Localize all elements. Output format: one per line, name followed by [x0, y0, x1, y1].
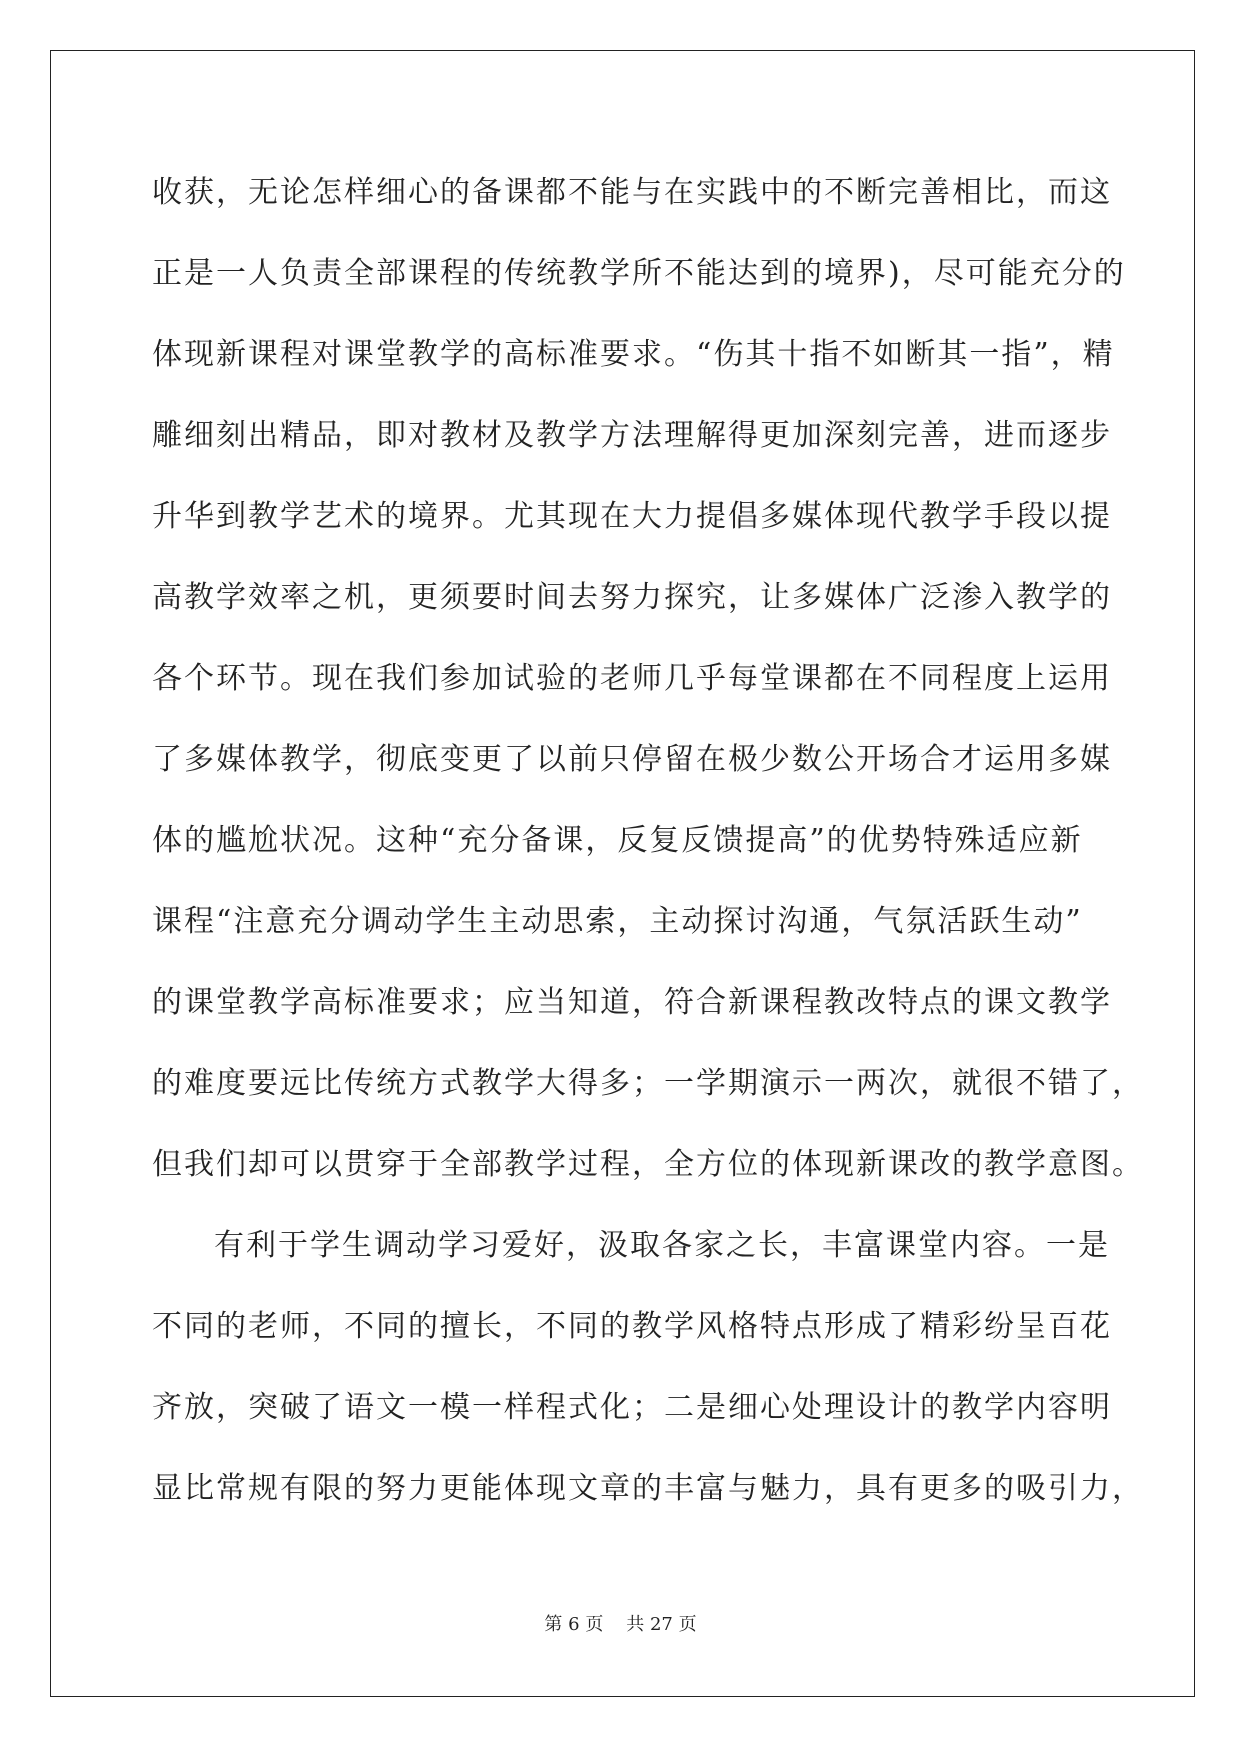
text-line: 显比常规有限的努力更能体现文章的丰富与魅力，具有更多的吸引力，: [152, 1471, 1144, 1506]
paragraph-first-line: 有利于学生调动学习爱好，汲取各家之长，丰富课堂内容。一是: [214, 1228, 1110, 1263]
page-total: 共 27 页: [626, 1614, 697, 1635]
text-line: 不同的老师，不同的擅长，不同的教学风格特点形成了精彩纷呈百花: [152, 1309, 1112, 1344]
text-line: 的难度要远比传统方式教学大得多；一学期演示一两次，就很不错了，: [152, 1066, 1144, 1101]
page-number: 第 6 页: [544, 1614, 604, 1635]
text-line: 各个环节。现在我们参加试验的老师几乎每堂课都在不同程度上运用: [152, 661, 1112, 696]
text-line: 课程“注意充分调动学生主动思索，主动探讨沟通，气氛活跃生动”: [152, 904, 1083, 939]
text-line: 的课堂教学高标准要求；应当知道，符合新课程教改特点的课文教学: [152, 985, 1112, 1020]
page-footer: [0, 1610, 1241, 1636]
text-line: 雕细刻出精品，即对教材及教学方法理解得更加深刻完善，进而逐步: [152, 418, 1112, 453]
text-line: 收获，无论怎样细心的备课都不能与在实践中的不断完善相比，而这: [152, 175, 1112, 210]
text-line: 体现新课程对课堂教学的高标准要求。“伤其十指不如断其一指”，精: [152, 337, 1115, 372]
text-line: 但我们却可以贯穿于全部教学过程，全方位的体现新课改的教学意图。: [152, 1147, 1144, 1182]
text-line: 体的尴尬状况。这种“充分备课，反复反馈提高”的优势特殊适应新: [152, 823, 1083, 858]
text-line: 升华到教学艺术的境界。尤其现在大力提倡多媒体现代教学手段以提: [152, 499, 1112, 534]
document-body: [152, 166, 1144, 1543]
text-line: 齐放，突破了语文一模一样程式化；二是细心处理设计的教学内容明: [152, 1390, 1112, 1425]
text-line: 了多媒体教学，彻底变更了以前只停留在极少数公开场合才运用多媒: [152, 742, 1112, 777]
text-line: 高教学效率之机，更须要时间去努力探究，让多媒体广泛渗入教学的: [152, 580, 1112, 615]
text-line: 正是一人负责全部课程的传统教学所不能达到的境界)，尽可能充分的: [152, 256, 1126, 291]
